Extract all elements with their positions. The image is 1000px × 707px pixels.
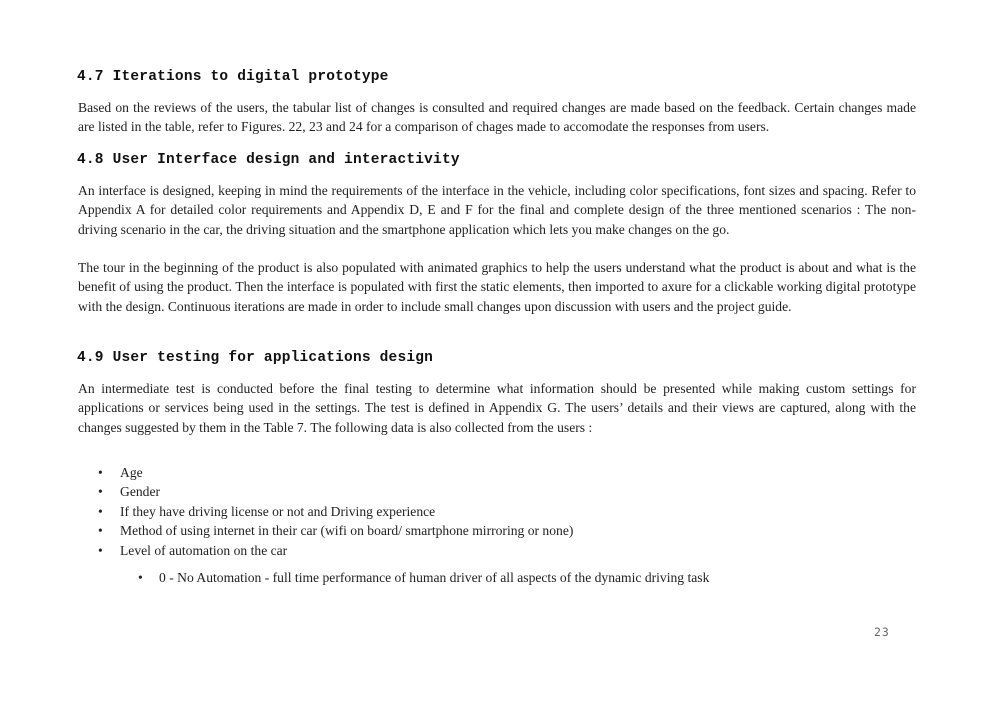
list-item — [78, 541, 878, 560]
list-item-text: Method of using internet in their car (wifi on board/ smartphone mirroring or none) — [120, 523, 574, 539]
bullet-icon: • — [98, 542, 103, 558]
list-item-text: Gender — [120, 484, 161, 500]
section-heading-4-7: 4.7 Iterations to digital prototype — [77, 69, 389, 85]
list-item-text: Age — [120, 465, 143, 480]
section-4-7-paragraph-1: Based on the reviews of the users, the tabular list of changes is consulted and required changes are made based on the feedback. Certain changes made are listed in the table, refer to Figures. 22, 23 and 24 for a comparison of chages made to accomodate the responses from users. — [78, 100, 916, 135]
list-item — [118, 568, 918, 587]
list-item — [78, 521, 878, 540]
section-heading-4-8: 4.8 User Interface design and interactivity — [77, 152, 460, 168]
bullet-icon: • — [98, 503, 103, 519]
list-item-text: 0 - No Automation - full time performance of human driver of all aspects of the dynamic driving task — [159, 570, 710, 585]
list-item — [78, 502, 878, 521]
section-heading-4-9: 4.9 User testing for applications design — [77, 350, 434, 366]
section-4-9-paragraph-1: An intermediate test is conducted before the final testing to determine what information should be presented while making custom settings for applications or services being used in the settings. The test is defined in Appendix G. The users’ details and their views are captured, along with the changes suggested by them in the Table 7. The following data is also collected from the users : — [78, 381, 916, 435]
section-4-8-paragraph-2: The tour in the beginning of the product is also populated with animated graphics to help the users understand what the product is about and what is the benefit of using the product. Then the interface is populated with first the static elements, then imported to axure for a clickable working digital prototype with the design. Continuous iterations are made in order to include small changes upon discussion with users and the project guide. — [78, 260, 916, 314]
bullet-icon: • — [98, 484, 103, 500]
automation-level-list — [118, 568, 918, 587]
list-item-text: Level of automation on the car — [120, 542, 288, 558]
collected-data-list — [78, 463, 878, 560]
bullet-icon: • — [98, 523, 103, 539]
section-4-8-paragraph-1: An interface is designed, keeping in mind the requirements of the interface in the vehicle, including color specifications, font sizes and spacing. Refer to Appendix A for detailed color requirements and Appendix D, E and F for the final and complete design of the three mentioned scenarios : The non-driving scenario in the car, the driving situation and the smartphone application which lets you make changes on the go. — [78, 183, 916, 237]
bullet-icon: • — [138, 570, 143, 585]
page-number: 23 — [874, 625, 890, 639]
bullet-icon: • — [98, 465, 103, 480]
list-item-text: If they have driving license or not and Driving experience — [120, 503, 436, 519]
list-item — [78, 482, 878, 501]
list-item — [78, 463, 878, 482]
